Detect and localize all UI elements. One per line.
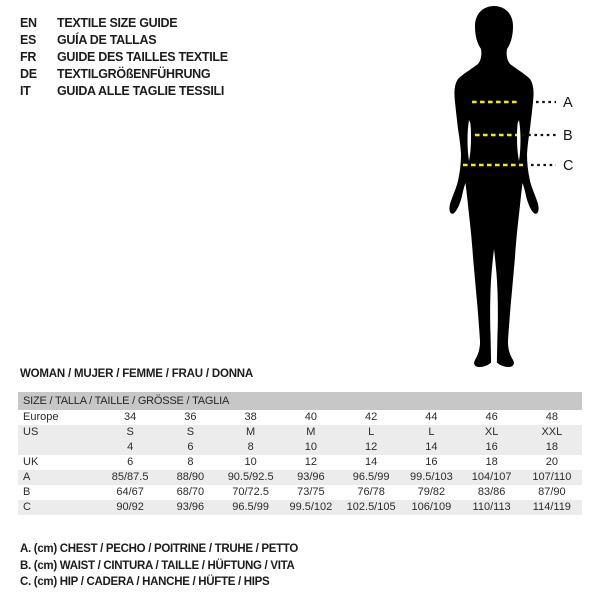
size-value-cell: 70/72.5 bbox=[232, 486, 269, 498]
size-value-cell: 8 bbox=[247, 441, 254, 453]
size-value-cell: 12 bbox=[304, 456, 317, 468]
table-row bbox=[18, 440, 582, 455]
legend-line: C. (cm) HIP / CADERA / HANCHE / HÜFTE / HIPS bbox=[20, 576, 270, 588]
size-value-cell: 99.5/102 bbox=[289, 501, 333, 513]
size-value-cell: 83/86 bbox=[477, 486, 506, 498]
size-value-cell: 40 bbox=[304, 411, 317, 423]
size-table-header: SIZE / TALLA / TAILLE / GRÖSSE / TAGLIA bbox=[18, 392, 582, 410]
legend-line: B. (cm) WAIST / CINTURA / TAILLE / HÜFTUNG / VITA bbox=[20, 559, 295, 572]
size-value-cell: 38 bbox=[244, 411, 257, 423]
table-row bbox=[18, 485, 582, 500]
size-value-cell: 93/96 bbox=[297, 471, 325, 483]
language-title: GUIDA ALLE TAGLIE TESSILI bbox=[57, 84, 225, 98]
measurement-legend bbox=[20, 541, 298, 591]
row-label: UK bbox=[23, 456, 39, 468]
size-value-cell: 102.5/105 bbox=[346, 501, 396, 513]
language-title-row bbox=[20, 83, 228, 100]
row-label: C bbox=[23, 501, 31, 513]
language-title-row bbox=[20, 66, 228, 83]
size-value-cell: 88/90 bbox=[176, 471, 205, 483]
size-value-cell: 10 bbox=[304, 441, 317, 453]
row-label: US bbox=[23, 426, 39, 438]
size-value-cell: XXL bbox=[541, 426, 563, 438]
label-a: A bbox=[563, 95, 573, 111]
size-value-cell: M bbox=[246, 426, 256, 438]
size-value-cell: 79/82 bbox=[417, 486, 446, 498]
size-value-cell: 14 bbox=[365, 456, 378, 468]
size-value-cell: 64/67 bbox=[116, 486, 144, 498]
language-code: ES bbox=[20, 33, 37, 47]
size-value-cell: 20 bbox=[545, 456, 558, 468]
size-value-cell: 48 bbox=[545, 411, 558, 423]
table-row bbox=[18, 410, 582, 425]
size-value-cell: 90.5/92.5 bbox=[227, 471, 274, 483]
size-table bbox=[18, 392, 582, 515]
size-value-cell: 14 bbox=[425, 441, 438, 453]
size-value-cell: 10 bbox=[244, 456, 257, 468]
size-value-cell: 44 bbox=[425, 411, 438, 423]
size-value-cell: S bbox=[126, 426, 134, 438]
size-value-cell: 16 bbox=[485, 441, 498, 453]
table-row bbox=[18, 500, 582, 515]
legend-line: A. (cm) CHEST / PECHO / POITRINE / TRUHE / PETTO bbox=[20, 543, 299, 555]
size-value-cell: 76/78 bbox=[357, 486, 385, 498]
size-value-cell: 18 bbox=[545, 441, 558, 453]
language-title: GUIDE DES TAILLES TEXTILE bbox=[57, 50, 228, 64]
size-value-cell: 99.5/103 bbox=[409, 471, 453, 483]
language-title-row bbox=[20, 49, 228, 66]
row-label bbox=[18, 440, 100, 455]
size-value-cell: 87/90 bbox=[538, 486, 566, 498]
table-group-title: WOMAN / MUJER / FEMME / FRAU / DONNA bbox=[20, 368, 254, 380]
size-value-cell: 96.5/99 bbox=[352, 471, 390, 483]
size-value-cell: 90/92 bbox=[116, 501, 144, 513]
size-value-cell: 36 bbox=[184, 411, 197, 423]
size-value-cell: 114/119 bbox=[532, 501, 571, 513]
size-value-cell: 18 bbox=[485, 456, 498, 468]
size-value-cell: 110/113 bbox=[472, 501, 511, 513]
language-code: EN bbox=[20, 16, 37, 30]
language-title: TEXTILGRÖßENFÜHRUNG bbox=[57, 67, 211, 81]
table-row bbox=[18, 425, 582, 440]
table-row bbox=[18, 455, 582, 470]
row-label: Europe bbox=[23, 411, 59, 423]
language-title: GUÍA DE TALLAS bbox=[57, 33, 157, 47]
size-value-cell: 8 bbox=[187, 456, 194, 468]
size-value-cell: 34 bbox=[124, 411, 137, 423]
size-value-cell: 46 bbox=[485, 411, 498, 423]
size-value-cell: M bbox=[306, 426, 316, 438]
woman-silhouette bbox=[410, 0, 600, 380]
size-value-cell: 4 bbox=[127, 441, 134, 453]
size-value-cell: 73/75 bbox=[297, 486, 325, 498]
size-value-cell: 6 bbox=[127, 456, 134, 468]
size-value-cell: 12 bbox=[365, 441, 378, 453]
row-label: A bbox=[23, 471, 31, 483]
size-value-cell: 68/70 bbox=[176, 486, 205, 498]
language-title-list bbox=[20, 15, 228, 100]
language-code: FR bbox=[20, 50, 37, 64]
label-b: B bbox=[563, 128, 573, 144]
label-c: C bbox=[563, 158, 574, 174]
size-value-cell: 42 bbox=[365, 411, 378, 423]
size-value-cell: 16 bbox=[425, 456, 438, 468]
size-value-cell: L bbox=[368, 426, 375, 438]
size-value-cell: S bbox=[186, 426, 195, 438]
size-value-cell: 96.5/99 bbox=[232, 501, 269, 513]
size-value-cell: 6 bbox=[187, 441, 194, 453]
language-title-row bbox=[20, 32, 228, 49]
size-value-cell: 107/110 bbox=[532, 471, 572, 483]
table-row bbox=[18, 470, 582, 485]
size-value-cell: 104/107 bbox=[471, 471, 512, 483]
language-title: TEXTILE SIZE GUIDE bbox=[57, 16, 178, 30]
language-title-row bbox=[20, 15, 228, 32]
language-code: IT bbox=[20, 84, 31, 98]
row-label: B bbox=[23, 486, 31, 498]
size-value-cell: L bbox=[428, 426, 435, 438]
size-value-cell: 85/87.5 bbox=[111, 471, 149, 483]
size-value-cell: XL bbox=[484, 426, 499, 438]
size-value-cell: 93/96 bbox=[176, 501, 205, 513]
size-value-cell: 106/109 bbox=[411, 501, 452, 513]
size-table-rows bbox=[18, 410, 582, 515]
language-code: DE bbox=[20, 67, 37, 81]
